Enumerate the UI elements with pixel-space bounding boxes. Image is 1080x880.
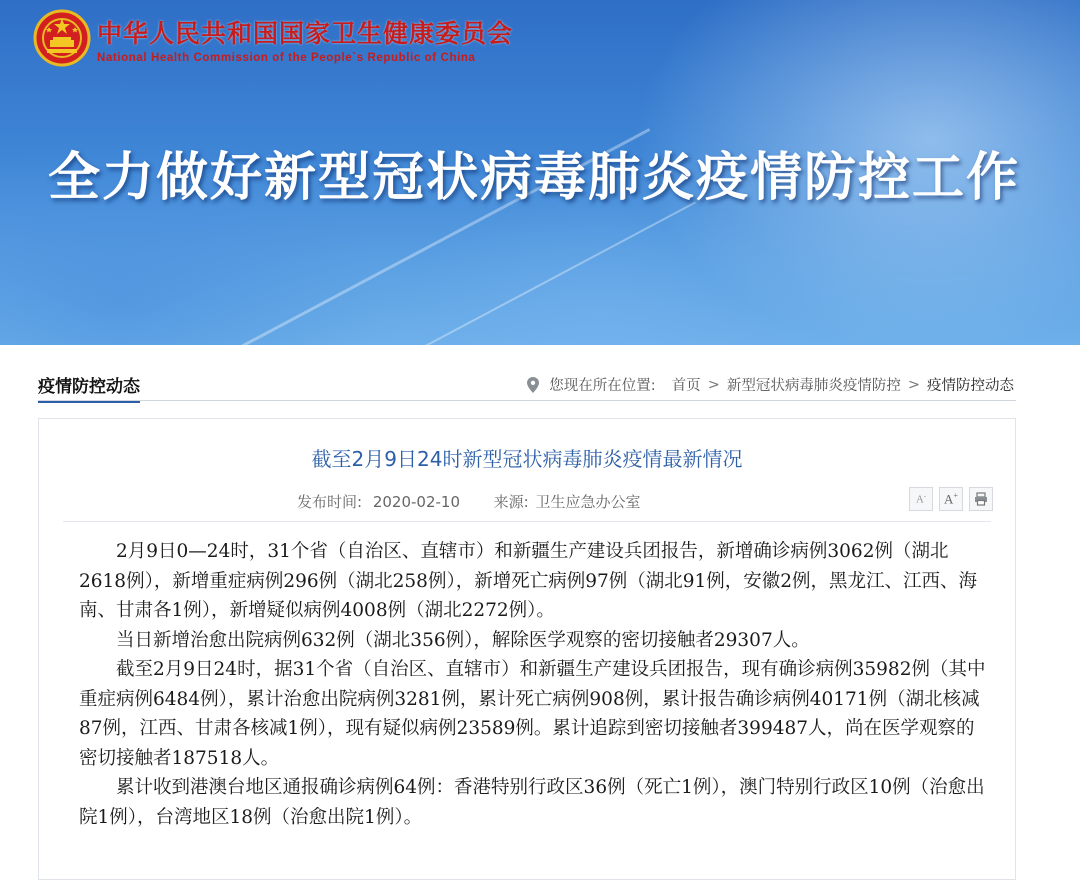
breadcrumb-covid-link[interactable]: 新型冠状病毒肺炎疫情防控 bbox=[726, 378, 901, 394]
source-label: 来源: bbox=[493, 493, 529, 511]
banner-headline: 全力做好新型冠状病毒肺炎疫情防控工作 bbox=[48, 148, 1021, 208]
article-tools bbox=[909, 487, 993, 511]
meta-divider bbox=[63, 521, 991, 522]
org-name-en: National Health Commission of the People`s Republic of China bbox=[97, 52, 476, 64]
font-decrease-icon[interactable]: A- bbox=[909, 487, 933, 511]
breadcrumb-home-link[interactable]: 首页 bbox=[671, 378, 701, 394]
section-title[interactable]: 疫情防控动态 bbox=[38, 372, 140, 403]
national-emblem-icon bbox=[33, 9, 91, 67]
breadcrumb-prefix: 您现在所在位置: bbox=[549, 378, 656, 394]
article-paragraph: 2月9日0—24时，31个省（自治区、直辖市）和新疆生产建设兵团报告，新增确诊病例3062例（湖北2618例），新增重症病例296例（湖北258例），新增死亡病例97例（湖北91例，安徽2例，黑龙江、江西、海南、甘肃各1例），新增疑似病例4008例（湖北2272例）。 bbox=[79, 541, 978, 621]
print-icon[interactable] bbox=[969, 487, 993, 511]
article-paragraph: 截至2月9日24时，据31个省（自治区、直辖市）和新疆生产建设兵团报告，现有确诊病例35982例（其中重症病例6484例），累计治愈出院病例3281例，累计死亡病例908例，累计报告确诊病例40171例（湖北核减87例，江西、甘肃各核减1例），现有疑似病例23589例。累计追踪到密切接触者399487人，尚在医学观察的密切接触者187518人。 bbox=[79, 659, 986, 769]
font-increase-icon[interactable]: A+ bbox=[939, 487, 963, 511]
article-card bbox=[38, 418, 1016, 880]
breadcrumb-current[interactable]: 疫情防控动态 bbox=[927, 378, 1014, 394]
breadcrumb-separator: > bbox=[707, 376, 720, 393]
breadcrumb bbox=[527, 374, 1014, 395]
article-title: 截至2月9日24时新型冠状病毒肺炎疫情最新情况 bbox=[311, 447, 743, 471]
org-name-cn: 中华人民共和国国家卫生健康委员会 bbox=[97, 19, 514, 48]
article-paragraph: 当日新增治愈出院病例632例（湖北356例），解除医学观察的密切接触者29307人。 bbox=[116, 629, 810, 651]
date-label: 发布时间: bbox=[297, 493, 363, 511]
location-pin-icon bbox=[527, 377, 539, 393]
breadcrumb-separator: > bbox=[907, 376, 920, 393]
section-divider bbox=[38, 400, 1016, 401]
article-paragraph: 累计收到港澳台地区通报确诊病例64例：香港特别行政区36例（死亡1例），澳门特别行政区10例（治愈出院1例），台湾地区18例（治愈出院1例）。 bbox=[79, 777, 985, 828]
article-body bbox=[79, 537, 989, 832]
publish-date: 2020-02-10 bbox=[372, 493, 461, 511]
article-meta bbox=[297, 491, 646, 512]
header-banner bbox=[0, 0, 1080, 345]
source-value: 卫生应急办公室 bbox=[535, 493, 641, 511]
